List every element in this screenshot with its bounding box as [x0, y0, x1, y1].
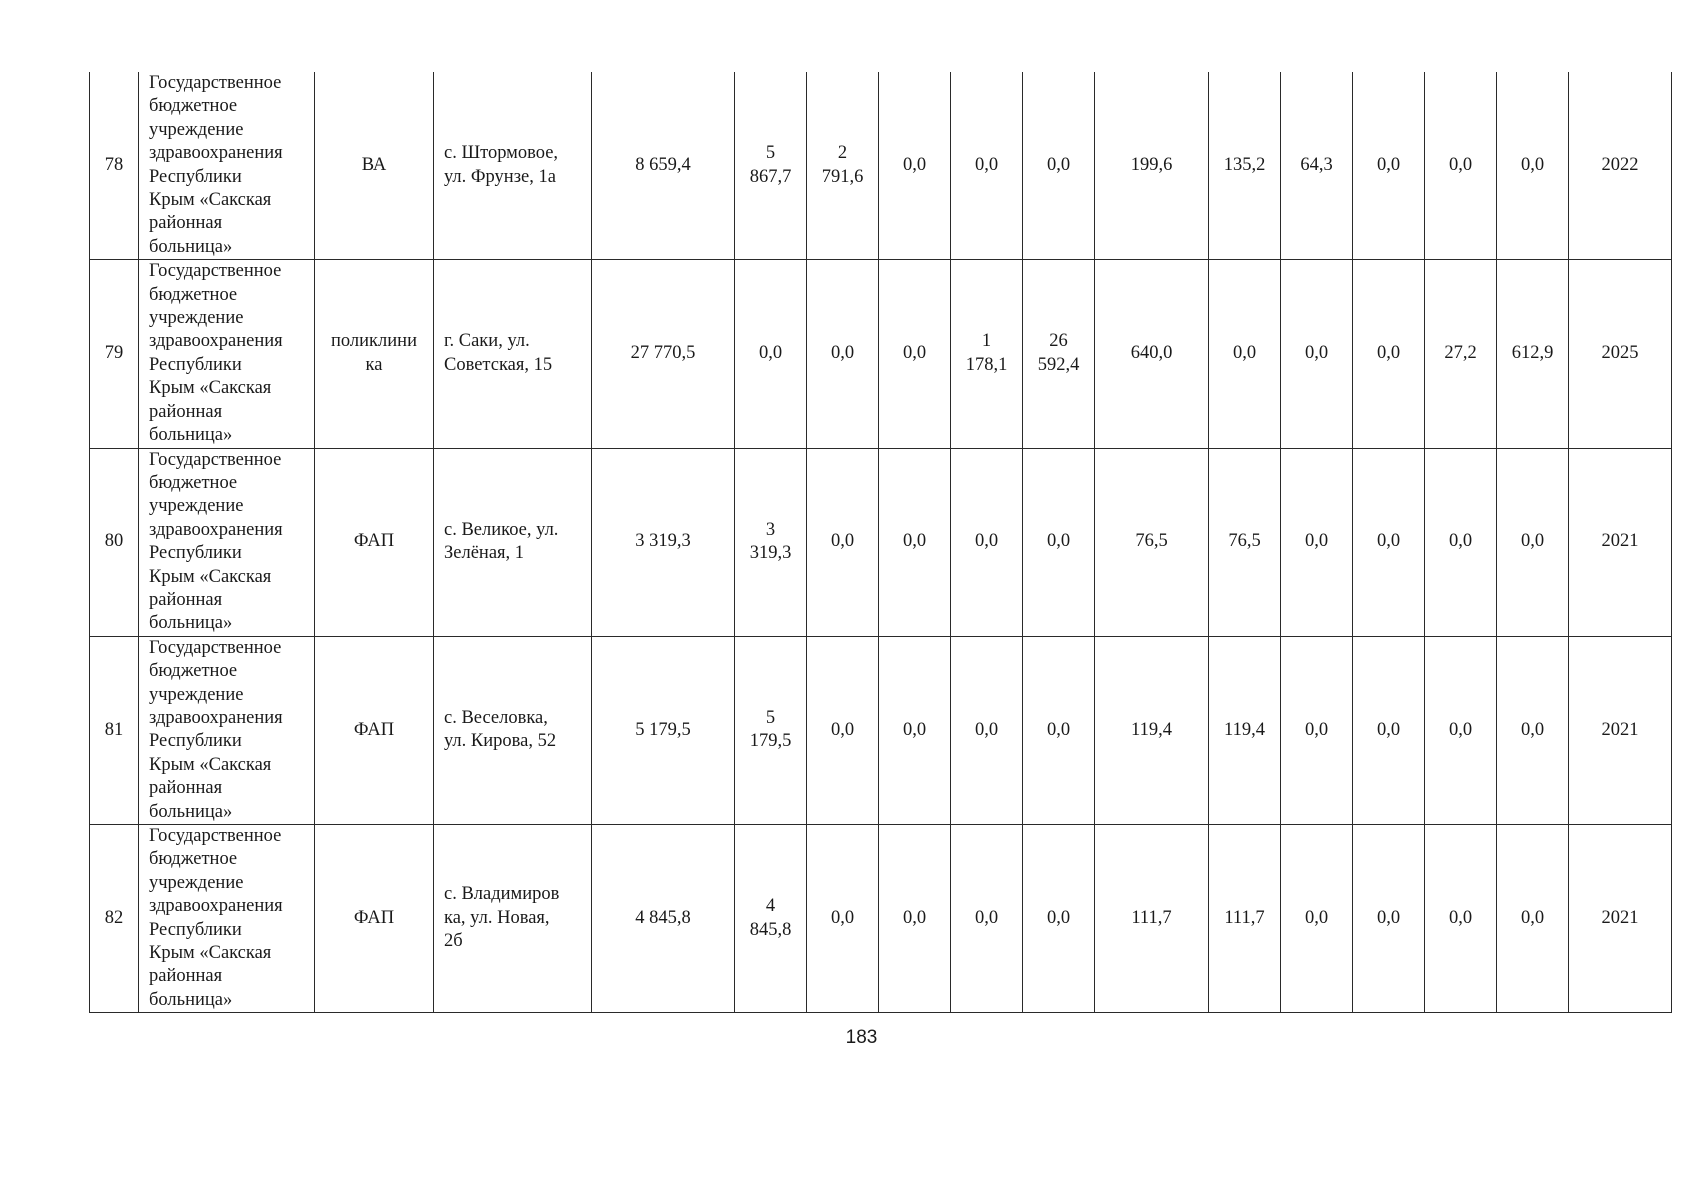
cost-cell: 0,0: [879, 72, 951, 260]
row-number: 79: [90, 260, 139, 448]
subtotal-cell: 119,4: [1095, 636, 1209, 824]
table-row: [90, 636, 1672, 824]
cost-cell: 0,0: [879, 636, 951, 824]
cost-cell: 4 845,8: [735, 825, 807, 1013]
facility-address: с. Штормовое, ул. Фрунзе, 1а: [434, 72, 592, 260]
institution-name: Государственное бюджетное учреждение здравоохранения Республики Крым «Сакская районная больница»: [139, 448, 315, 636]
row-number: 80: [90, 448, 139, 636]
cost-cell: 0,0: [1353, 825, 1425, 1013]
table-row: [90, 825, 1672, 1013]
cost-cell: 0,0: [951, 72, 1023, 260]
cost-cell: 0,0: [951, 636, 1023, 824]
cost-cell: 0,0: [1425, 448, 1497, 636]
row-number: 81: [90, 636, 139, 824]
table-row: [90, 72, 1672, 260]
row-number: 78: [90, 72, 139, 260]
cost-cell: 0,0: [1023, 825, 1095, 1013]
cost-cell: 0,0: [1425, 72, 1497, 260]
total-cost: 4 845,8: [592, 825, 735, 1013]
cost-cell: 0,0: [1353, 72, 1425, 260]
facility-address: с. Владимиров ка, ул. Новая, 2б: [434, 825, 592, 1013]
institution-name: Государственное бюджетное учреждение здравоохранения Республики Крым «Сакская районная больница»: [139, 72, 315, 260]
facility-table: [89, 72, 1672, 1013]
total-cost: 3 319,3: [592, 448, 735, 636]
page-number: 183: [845, 1027, 878, 1048]
cost-cell: 5 867,7: [735, 72, 807, 260]
completion-year: 2021: [1569, 448, 1672, 636]
cost-cell: 0,0: [951, 448, 1023, 636]
total-cost: 5 179,5: [592, 636, 735, 824]
facility-table-container: [89, 72, 1671, 1013]
cost-cell: 0,0: [951, 825, 1023, 1013]
subtotal-cell: 199,6: [1095, 72, 1209, 260]
cost-cell: 0,0: [1209, 260, 1281, 448]
cost-cell: 0,0: [1425, 825, 1497, 1013]
cost-cell: 0,0: [1281, 636, 1353, 824]
cost-cell: 0,0: [807, 448, 879, 636]
cost-cell: 612,9: [1497, 260, 1569, 448]
institution-name: Государственное бюджетное учреждение здравоохранения Республики Крым «Сакская районная больница»: [139, 825, 315, 1013]
cost-cell: 0,0: [1023, 72, 1095, 260]
cost-cell: 0,0: [1353, 636, 1425, 824]
cost-cell: 0,0: [879, 260, 951, 448]
cost-cell: 0,0: [1497, 72, 1569, 260]
total-cost: 8 659,4: [592, 72, 735, 260]
cost-cell: 0,0: [1353, 260, 1425, 448]
completion-year: 2022: [1569, 72, 1672, 260]
facility-type: ФАП: [315, 448, 434, 636]
total-cost: 27 770,5: [592, 260, 735, 448]
subtotal-cell: 640,0: [1095, 260, 1209, 448]
cost-cell: 0,0: [1353, 448, 1425, 636]
cost-cell: 0,0: [879, 825, 951, 1013]
table-row: [90, 260, 1672, 448]
completion-year: 2025: [1569, 260, 1672, 448]
cost-cell: 26 592,4: [1023, 260, 1095, 448]
cost-cell: 0,0: [1497, 636, 1569, 824]
cost-cell: 111,7: [1209, 825, 1281, 1013]
institution-name: Государственное бюджетное учреждение здравоохранения Республики Крым «Сакская районная больница»: [139, 260, 315, 448]
cost-cell: 0,0: [879, 448, 951, 636]
cost-cell: 76,5: [1209, 448, 1281, 636]
cost-cell: 0,0: [1425, 636, 1497, 824]
completion-year: 2021: [1569, 825, 1672, 1013]
cost-cell: 0,0: [807, 260, 879, 448]
cost-cell: 0,0: [1497, 448, 1569, 636]
completion-year: 2021: [1569, 636, 1672, 824]
cost-cell: 135,2: [1209, 72, 1281, 260]
cost-cell: 27,2: [1425, 260, 1497, 448]
cost-cell: 0,0: [807, 636, 879, 824]
subtotal-cell: 76,5: [1095, 448, 1209, 636]
cost-cell: 0,0: [735, 260, 807, 448]
facility-type: поликлини ка: [315, 260, 434, 448]
cost-cell: 119,4: [1209, 636, 1281, 824]
cost-cell: 2 791,6: [807, 72, 879, 260]
facility-type: ВА: [315, 72, 434, 260]
cost-cell: 64,3: [1281, 72, 1353, 260]
cost-cell: 0,0: [1281, 448, 1353, 636]
cost-cell: 0,0: [1023, 636, 1095, 824]
cost-cell: 0,0: [1281, 825, 1353, 1013]
facility-address: г. Саки, ул. Советская, 15: [434, 260, 592, 448]
facility-type: ФАП: [315, 636, 434, 824]
cost-cell: 0,0: [1281, 260, 1353, 448]
facility-address: с. Великое, ул. Зелёная, 1: [434, 448, 592, 636]
table-row: [90, 448, 1672, 636]
facility-address: с. Веселовка, ул. Кирова, 52: [434, 636, 592, 824]
cost-cell: 5 179,5: [735, 636, 807, 824]
institution-name: Государственное бюджетное учреждение здравоохранения Республики Крым «Сакская районная больница»: [139, 636, 315, 824]
subtotal-cell: 111,7: [1095, 825, 1209, 1013]
cost-cell: 1 178,1: [951, 260, 1023, 448]
facility-type: ФАП: [315, 825, 434, 1013]
cost-cell: 3 319,3: [735, 448, 807, 636]
row-number: 82: [90, 825, 139, 1013]
cost-cell: 0,0: [807, 825, 879, 1013]
cost-cell: 0,0: [1497, 825, 1569, 1013]
cost-cell: 0,0: [1023, 448, 1095, 636]
